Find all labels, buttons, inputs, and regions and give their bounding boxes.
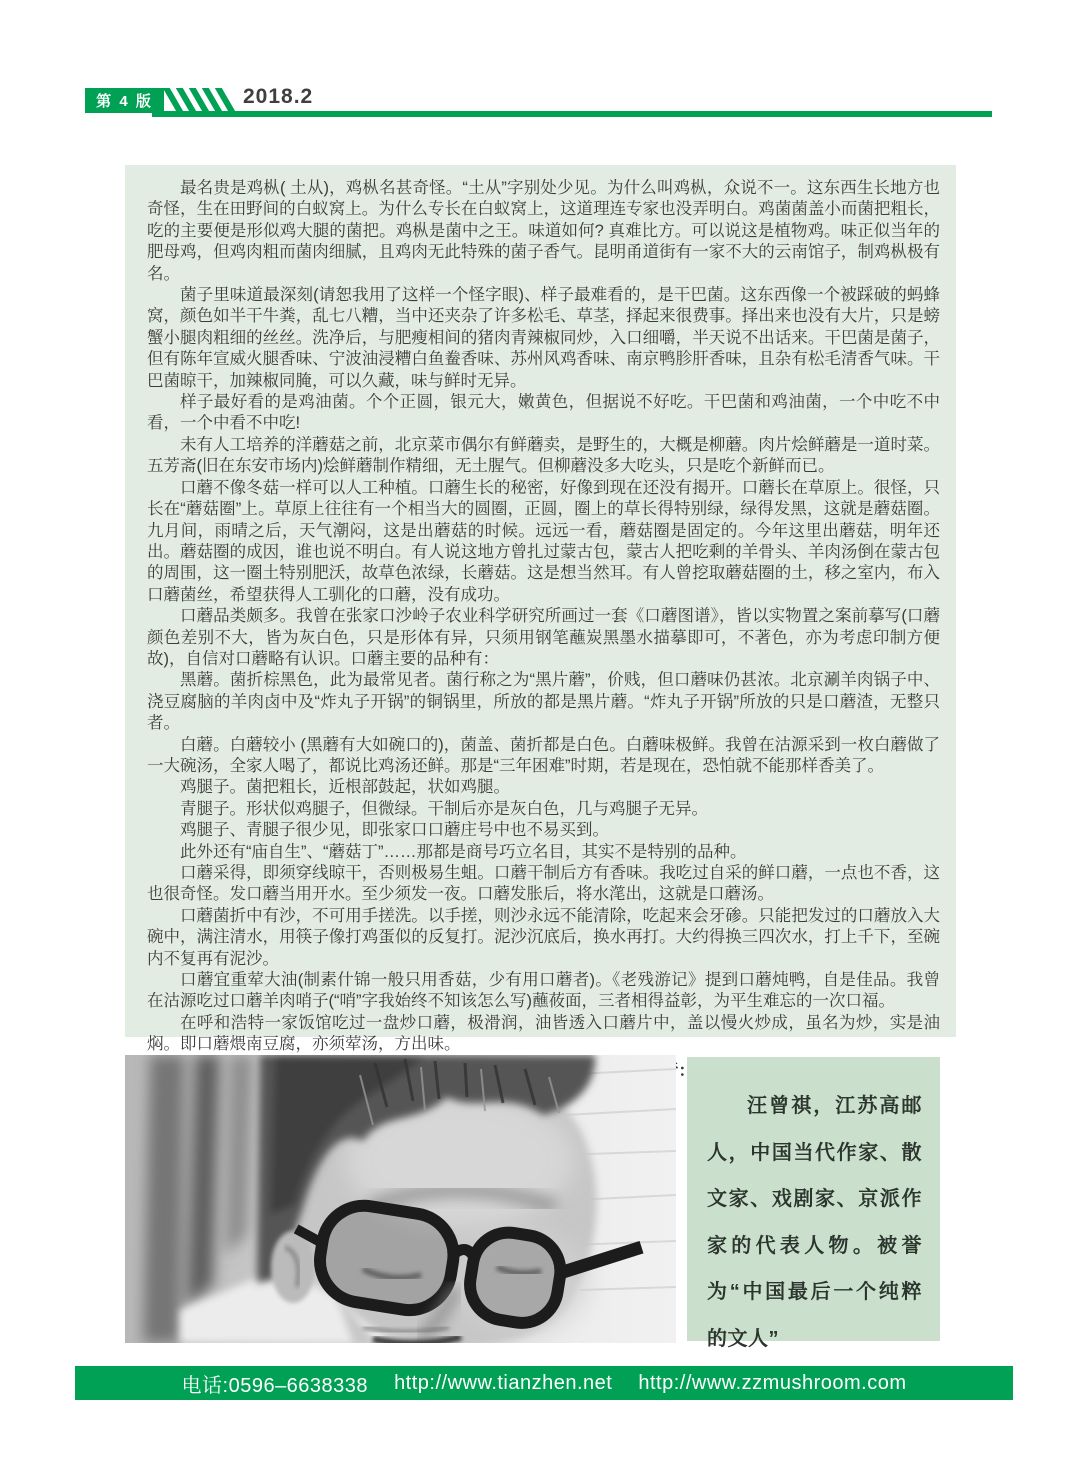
footer-url-tianzhen: http://www.tianzhen.net — [394, 1371, 613, 1394]
article-paragraph: 口蘑品类颇多。我曾在张家口沙岭子农业科学研究所画过一套《口蘑图谱》，皆以实物置之案前摹写(口蘑颜色差别不大，皆为灰白色，只是形体有异，只须用钢笔蘸炭黑墨水描摹即可，不著色，亦为考虑印制方便故)，自信对口蘑略有认识。口蘑主要的品种有： — [147, 607, 940, 668]
issue-date: 2018.2 — [243, 85, 314, 108]
portrait-illustration — [125, 1055, 676, 1343]
article-paragraph: 口蘑宜重荤大油(制素什锦一般只用香菇，少有用口蘑者)。《老残游记》提到口蘑炖鸭，自是佳品。我曾在沽源吃过口蘑羊肉哨子(“哨”字我始终不知该怎么写)蘸莜面，三者相得益彰，为平生难忘的一次口福。 — [147, 971, 940, 1011]
article-paragraph: 黑蘑。菌折棕黑色，此为最常见者。菌行称之为“黑片蘑”，价贱，但口蘑味仍甚浓。北京涮羊肉锅子中、浇豆腐脑的羊肉卤中及“炸丸子开锅”的铜锅里，所放的都是黑片蘑。“炸丸子开锅”所放的只是口蘑渣，无整只者。 — [147, 671, 940, 733]
article-paragraph: 未有人工培养的洋蘑菇之前，北京菜市偶尔有鲜蘑卖，是野生的，大概是柳蘑。肉片烩鲜蘑是一道时菜。五芳斋(旧在东安市场内)烩鲜蘑制作精细，无土腥气。但柳蘑没多大吃头，只是吃个新鲜而已。 — [147, 435, 940, 476]
article-paragraph: 口蘑菌折中有沙，不可用手搓洗。以手搓，则沙永远不能清除，吃起来会牙碜。只能把发过的口蘑放入大碗中，满注清水，用筷子像打鸡蛋似的反复打。泥沙沉底后，换水再打。大约得换三四次水，打上千下，至碗内不复再有泥沙。 — [147, 906, 940, 968]
article-paragraph: 青腿子。形状似鸡腿子，但微绿。干制后亦是灰白色，几与鸡腿子无异。 — [180, 799, 708, 818]
author-bio-text: 汪曾祺，江苏高邮人，中国当代作家、散文家、戏剧家、京派作家的代表人物。被誉为“中国最后一个纯粹的文人” — [707, 1095, 922, 1350]
article-paragraph: 菌子里味道最深刻(请恕我用了这样一个怪字眼)、样子最难看的，是干巴菌。这东西像一个被踩破的蚂蜂窝，颜色如半干牛粪，乱七八糟，当中还夹杂了许多松毛、草茎，择起来很费事。择出来也没有大片，只是螃蟹小腿肉粗细的丝丝。洗净后，与肥瘦相间的猪肉青辣椒同炒，入口细嚼，半天说不出话来。干巴菌是菌子，但有陈年宣威火腿香味、宁波油浸糟白鱼鲞香味、苏州风鸡香味、南京鸭胗肝香味，且杂有松毛清香气味。干巴菌晾干，加辣椒同腌，可以久藏，味与鲜时无异。 — [147, 286, 940, 390]
edition-badge — [85, 88, 164, 113]
article-paragraph: 口蘑不像冬菇一样可以人工种植。口蘑生长的秘密，好像到现在还没有揭开。口蘑长在草原上。很怪，只长在“蘑菇圈”上。草原上往往有一个相当大的圆圈，正圆，圈上的草长得特别绿，绿得发黑，这就是蘑菇圈。九月间，雨晴之后，天气潮闷，这是出蘑菇的时候。远远一看，蘑菇圈是固定的。今年这里出蘑菇，明年还出。蘑菇圈的成因，谁也说不明白。有人说这地方曾扎过蒙古包，蒙古人把吃剩的羊骨头、羊肉汤倒在蒙古包的周围，这一圈土特别肥沃，故草色浓绿，长蘑菇。这是想当然耳。有人曾挖取蘑菇圈的土，移之室内，布入口蘑菌丝，希望获得人工驯化的口蘑，没有成功。 — [147, 478, 940, 604]
header-rule — [152, 111, 992, 117]
author-bio-box — [687, 1057, 940, 1350]
article-paragraph: 口蘑采得，即须穿线晾干，否则极易生蛆。口蘑干制后方有香味。我吃过自采的鲜口蘑，一点也不香，这也很奇怪。发口蘑当用开水。至少须发一夜。口蘑发胀后，将水滗出，这就是口蘑汤。 — [147, 864, 940, 904]
article-paragraph: 在呼和浩特一家饭馆吃过一盘炒口蘑，极滑润，油皆透入口蘑片中，盖以慢火炒成，虽名为炒，实是油焖。即口蘑煨南豆腐，亦须荤汤，方出味。 — [147, 1013, 940, 1054]
article-paragraph: 最名贵是鸡枞( 土从)，鸡枞名甚奇怪。“土从”字别处少见。为什么叫鸡枞，众说不一。这东西生长地方也奇怪，生在田野间的白蚁窝上。为什么专长在白蚁窝上，这道理连专家也没弄明白。鸡菌菌盖小而菌把粗长，吃的主要便是形似鸡大腿的菌把。鸡枞是菌中之王。味道如何? 真难比方。可以说这是植物鸡。味正似当年的肥母鸡，但鸡肉粗而菌肉细腻，且鸡肉无此特殊的菌子香气。昆明甬道街有一家不大的云南馆子，制鸡枞极有名。 — [147, 179, 940, 283]
article-paragraph: 白蘑。白蘑较小 (黑蘑有大如碗口的)，菌盖、菌折都是白色。白蘑味极鲜。我曾在沽源采到一枚白蘑做了一大碗汤，全家人喝了，都说比鸡汤还鲜。那是“三年困难”时期，若是现在，恐怕就不能那样香美了。 — [147, 735, 940, 775]
edition-label: 第 4 版 — [96, 93, 153, 110]
author-portrait-photo — [125, 1055, 676, 1343]
footer-phone: 电话:0596–6638338 — [181, 1374, 369, 1397]
article-paragraph: 样子最好看的是鸡油菌。个个正圆，银元大，嫩黄色，但据说不好吃。干巴菌和鸡油菌，一个中吃不中看，一个中看不中吃! — [147, 393, 940, 433]
article-body — [125, 165, 956, 1054]
article-paragraph: 此外还有“庙自生”、“蘑菇丁”……那都是商号巧立名目，其实不是特别的品种。 — [180, 842, 747, 861]
footer-url-zzmushroom: http://www.zzmushroom.com — [638, 1371, 907, 1394]
article-paragraph: 鸡腿子、青腿子很少见，即张家口口蘑庄号中也不易买到。 — [180, 821, 609, 840]
article-paragraph: 鸡腿子。菌把粗长，近根部鼓起，状如鸡腿。 — [180, 778, 510, 797]
diagonal-stripes-icon — [170, 88, 240, 113]
footer-bar — [75, 1366, 1013, 1400]
